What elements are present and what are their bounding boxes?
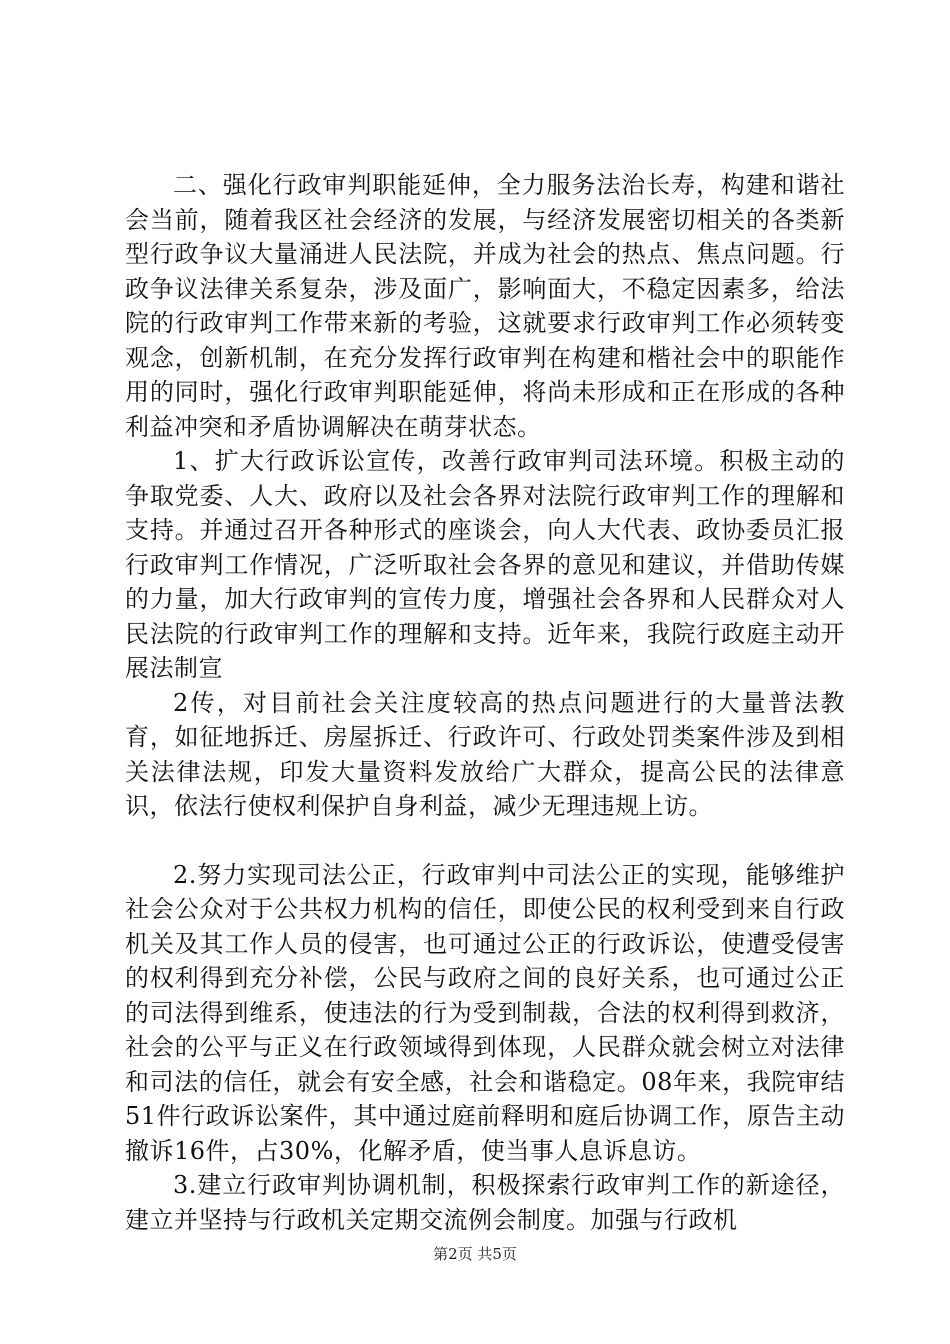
paragraph-section-two: 二、强化行政审判职能延伸，全力服务法治长寿，构建和谐社会当前，随着我区社会经济的发展，与经济发展密切相关的各类新型行政争议大量涌进人民法院，并成为社会的热点、焦点问题。行政争议法律关系复杂，涉及面广，影响面大，不稳定因素多，给法院的行政审判工作带来新的考验，这就要求行政审判工作必须转变观念，创新机制，在充分发挥行政审判在构建和楷社会中的职能作用的同时，强化行政审判职能延伸，将尚未形成和正在形成的各种利益冲突和矛盾协调解决在萌芽状态。: [125, 171, 845, 441]
paragraph-item-1: 1、扩大行政诉讼宣传，改善行政审判司法环境。积极主动的争取党委、人大、政府以及社会各界对法院行政审判工作的理解和支持。并通过召开各种形式的座谈会，向人大代表、政协委员汇报行政审判工作情况，广泛听取社会各界的意见和建议，并借助传媒的力量，加大行政审判的宣传力度，增强社会各界和人民群众对人民法院的行政审判工作的理解和支持。近年来，我院行政庭主动开展法制宣: [125, 447, 845, 682]
paragraph-item-1-continued: 2传，对目前社会关注度较高的热点问题进行的大量普法教育，如征地拆迁、房屋拆迁、行政许可、行政处罚类案件涉及到相关法律法规，印发大量资料发放给广大群众，提高公民的法律意识，依法行使权利保护自身利益，减少无理违规上访。: [125, 688, 845, 820]
page-number-footer: 第2页 共5页: [433, 1245, 517, 1263]
document-body: [125, 168, 845, 1237]
paragraph-item-2: 2.努力实现司法公正，行政审判中司法公正的实现，能够维护社会公众对于公共权力机构的信任，即使公民的权利受到来自行政机关及其工作人员的侵害，也可通过公正的行政诉讼，使遭受侵害的权利得到充分补偿，公民与政府之间的良好关系，也可通过公正的司法得到维系，使违法的行为受到制裁，合法的权利得到救济，社会的公平与正义在行政领域得到体现，人民群众就会树立对法律和司法的信任，就会有安全感，社会和谐稳定。08年来，我院审结51件行政诉讼案件，其中通过庭前释明和庭后协调工作，原告主动撤诉16件，占30%，化解矛盾，使当事人息诉息访。: [125, 860, 845, 1165]
paragraph-item-3: 3.建立行政审判协调机制，积极探索行政审判工作的新途径，建立并坚持与行政机关定期交流例会制度。加强与行政机: [125, 1171, 845, 1234]
